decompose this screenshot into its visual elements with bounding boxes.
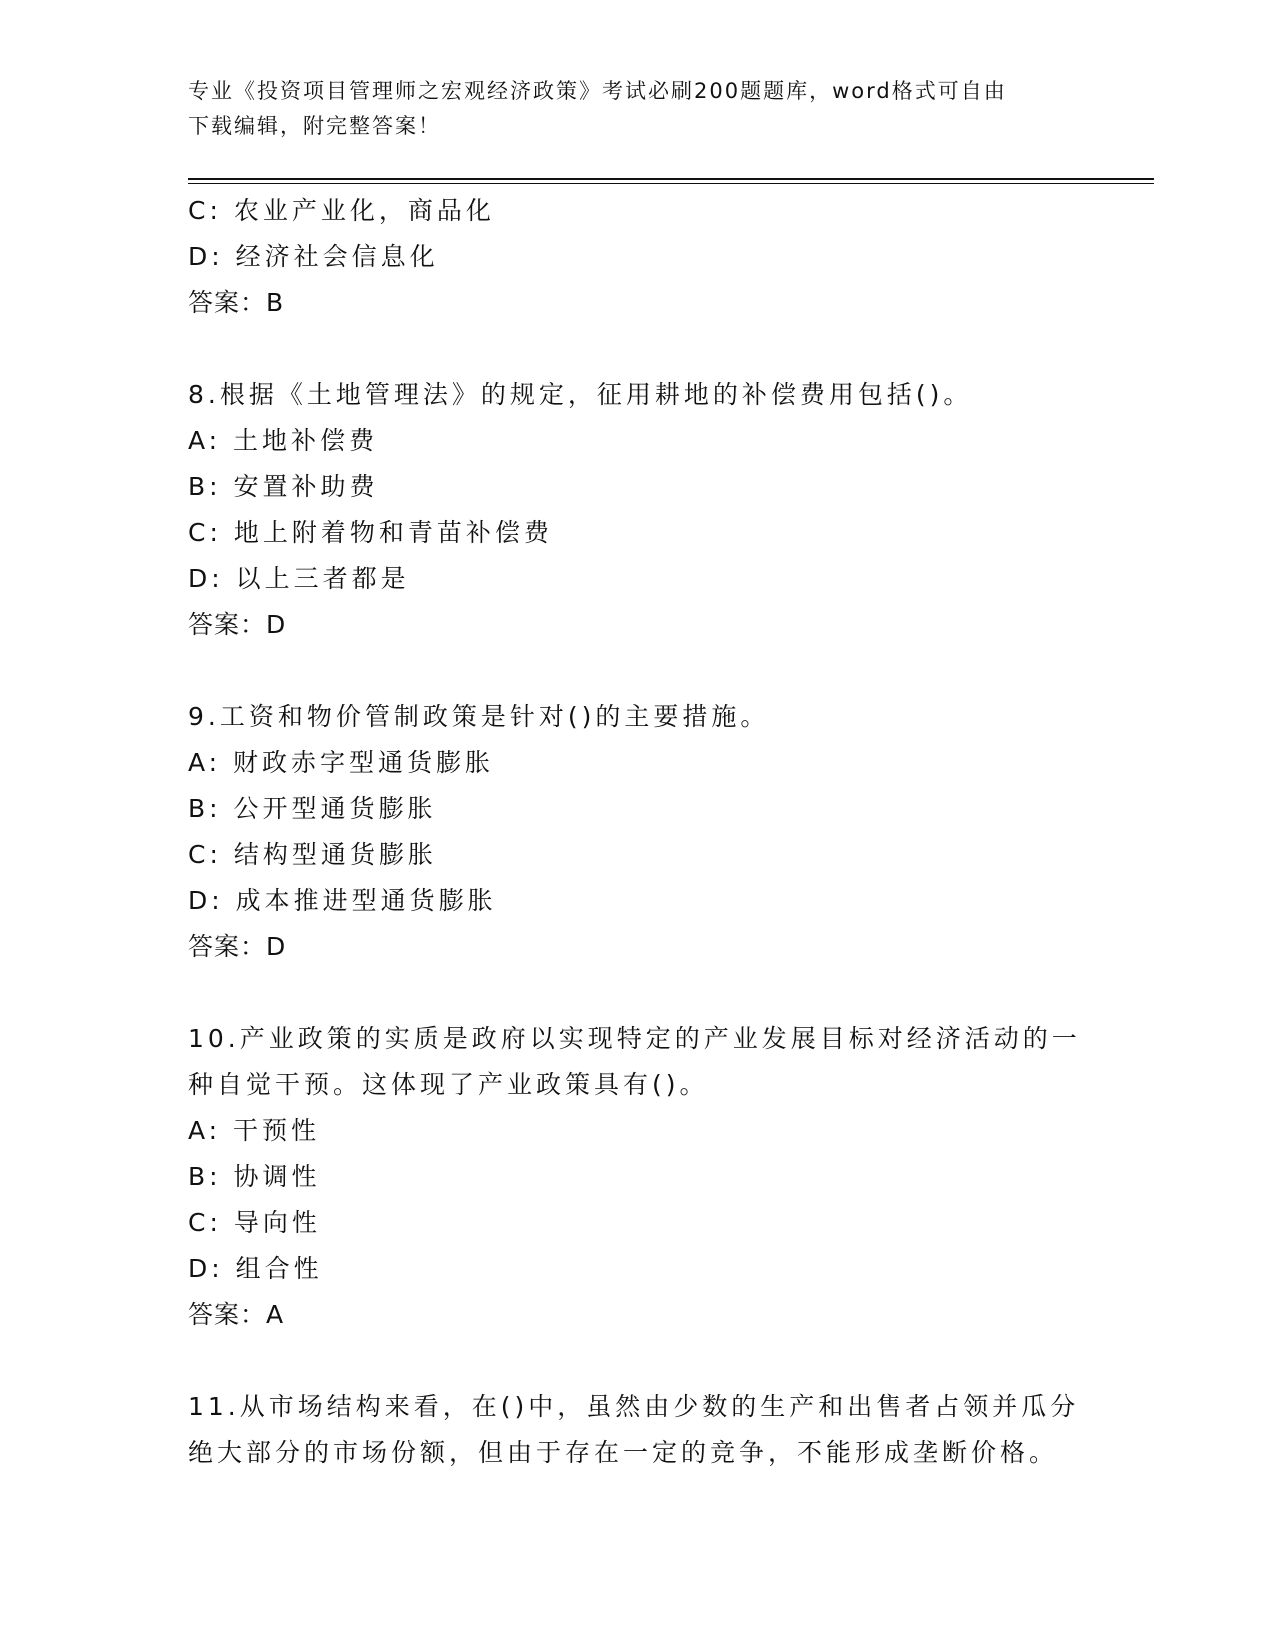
answer: 答案：D (188, 610, 287, 639)
question-text: 10.产业政策的实质是政府以实现特定的产业发展目标对经济活动的一 种自觉干预。这体现了产业政策具有()。 (188, 1024, 1081, 1099)
header-rule-thin (188, 183, 1154, 184)
option-c: C: 导向性 (188, 1208, 321, 1237)
option-c: C: 地上附着物和青苗补偿费 (188, 518, 553, 547)
option-a: A: 财政赤字型通货膨胀 (188, 748, 495, 777)
option-c: C: 结构型通货膨胀 (188, 840, 437, 869)
option-c: C: 农业产业化，商品化 (188, 196, 495, 225)
question-10 (188, 1016, 1088, 1338)
question-11 (188, 1384, 1088, 1476)
document-header: 专业《投资项目管理师之宏观经济政策》考试必刷200题题库，word格式可自由 下载编辑，附完整答案！ (188, 79, 1007, 138)
option-b: B: 协调性 (188, 1162, 321, 1191)
option-d: D: 经济社会信息化 (188, 242, 439, 271)
question-text: 8.根据《土地管理法》的规定，征用耕地的补偿费用包括()。 (188, 380, 973, 409)
option-d: D: 组合性 (188, 1254, 323, 1283)
header-rule-thick (188, 178, 1154, 180)
option-b: B: 安置补助费 (188, 472, 379, 501)
continued-question (188, 188, 1088, 326)
option-d: D: 以上三者都是 (188, 564, 410, 593)
answer: 答案：A (188, 1300, 285, 1329)
answer: 答案：D (188, 932, 287, 961)
question-text: 11.从市场结构来看，在()中，虽然由少数的生产和出售者占领并瓜分 绝大部分的市场份额，但由于存在一定的竞争，不能形成垄断价格。 (188, 1392, 1080, 1467)
option-a: A: 土地补偿费 (188, 426, 379, 455)
option-d: D: 成本推进型通货膨胀 (188, 886, 497, 915)
option-b: B: 公开型通货膨胀 (188, 794, 437, 823)
document-body (188, 188, 1088, 1476)
answer: 答案：B (188, 288, 285, 317)
question-8 (188, 372, 1088, 648)
question-9 (188, 694, 1088, 970)
option-a: A: 干预性 (188, 1116, 321, 1145)
question-text: 9.工资和物价管制政策是针对()的主要措施。 (188, 702, 770, 731)
